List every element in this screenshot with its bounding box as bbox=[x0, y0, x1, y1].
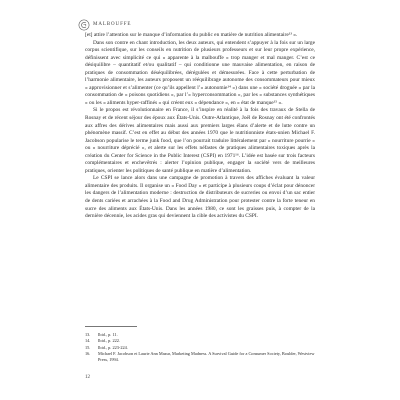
footnote-text: Michael F. Jacobson et Laurie Ann Mazur, Marketing Madness. A Survival Guide for a Consumer Society, Boulder, Westview Press, 1994. bbox=[98, 350, 315, 363]
page-header bbox=[78, 20, 131, 30]
footnote-text: Ibid., p. 223-224. bbox=[98, 344, 128, 350]
footnote-number: 14. bbox=[85, 338, 91, 344]
footnotes bbox=[85, 332, 325, 363]
page-number: 12 bbox=[85, 375, 90, 380]
paragraph: [et] attire l’attention sur le manque d’information du public en matière de nutrition alimentaire¹³ ». bbox=[85, 32, 298, 38]
footnote-number: 15. bbox=[85, 344, 91, 350]
footnote-rule bbox=[85, 326, 137, 327]
main-text bbox=[85, 32, 315, 277]
footnote-text: Ibid., p. 11. bbox=[98, 332, 118, 337]
paragraph: Dans son contre en chant introduction, les deux auteurs, qui entendent s’appuyer à la fois sur un large corpus scientifique, sur les conseils en nutrition de plusieurs professeurs et sur leur propre expérience, définissent avec simplicité ce qui « apparente à la malbouffe » trop manger et mal manger. C’est ce désiquilibre – quantitatif et/ou qualitatif – qui conditionne une mauvaise alimentation, en raison de pratiques de consommation déséquilibrées, dérégulées et démesurées. Face à cette perturbation de l’harmonie alimentaire, les auteurs proposent un rééquilibrage autonome des consommateurs pour mieux « approvisionner et s’alimenter (ce qu’ils appellent l’« autonomie¹⁴ ») dans une « société droguée » par la consommation de « poisons quotidiens », par l’« hyperconsommation », par les « substances synthétiques » ou les « aliments hyper-raffinés » qui créent eux « dépendance », en « état de manque¹⁵ ». bbox=[85, 39, 315, 106]
footnote bbox=[85, 351, 325, 364]
footnote-number: 16. bbox=[85, 350, 91, 356]
paragraph: Si le propos est révolutionnaire en France, il s’inspire en réalité à la fois des travaux de Stella de Rosnay et de récent séjour des époux aux États-Unis. Outre-Atlantique, Joël de Rosnay ont été confrontés aux affres des dérives alimentaires mais aussi aux premiers larges élans d’alerte et de lutte contre un phénomène massif. C’est en effet au début des années 1970 que le nutritionniste états-unien Michael F. Jacobson popularise le terme junk food, que l’on pourrait traduire littéralement par « nourriture pourrie » ou « nourriture déprécié », et alerte sur les effets néfastes de pratiques alimentaires toxiques après la création du Center for Science in the Public Interest (CSPI) en 1971¹⁶. L’idée est basée sur trois facteurs complémentaires et enchevêtrés : alerter l’opinion publique, engager la société vers de meilleures pratiques, orienter les politiques de santé publique en matière d’alimentation. bbox=[85, 107, 315, 174]
footnote-text: Ibid., p. 222. bbox=[98, 338, 120, 344]
monogram-seal-icon bbox=[78, 19, 90, 31]
running-head: MALBOUFFE bbox=[93, 22, 132, 27]
paragraph: Le CSPI se lance alors dans une campagne de promotion à travers des affiches évaluant la valeur alimentaire des produits. Il organise un « Food Day » et participe à plusieurs coups d’éclat pour dénoncer les dangers de l’alimentation moderne : destruction de distributeurs de sucreries ou envoi d’un sac entier de dents cariées et arrachées à la Food and Drug Administration pour protester contre la forte teneur en sucre des aliments aux États-Unis. Dans les années 1980, ce sont les graisses puis, à compter de la dernière décennie, les acides gras qui deviennent la cible des activistes du CSPI. bbox=[85, 175, 315, 220]
footnote-number: 13. bbox=[85, 332, 91, 337]
